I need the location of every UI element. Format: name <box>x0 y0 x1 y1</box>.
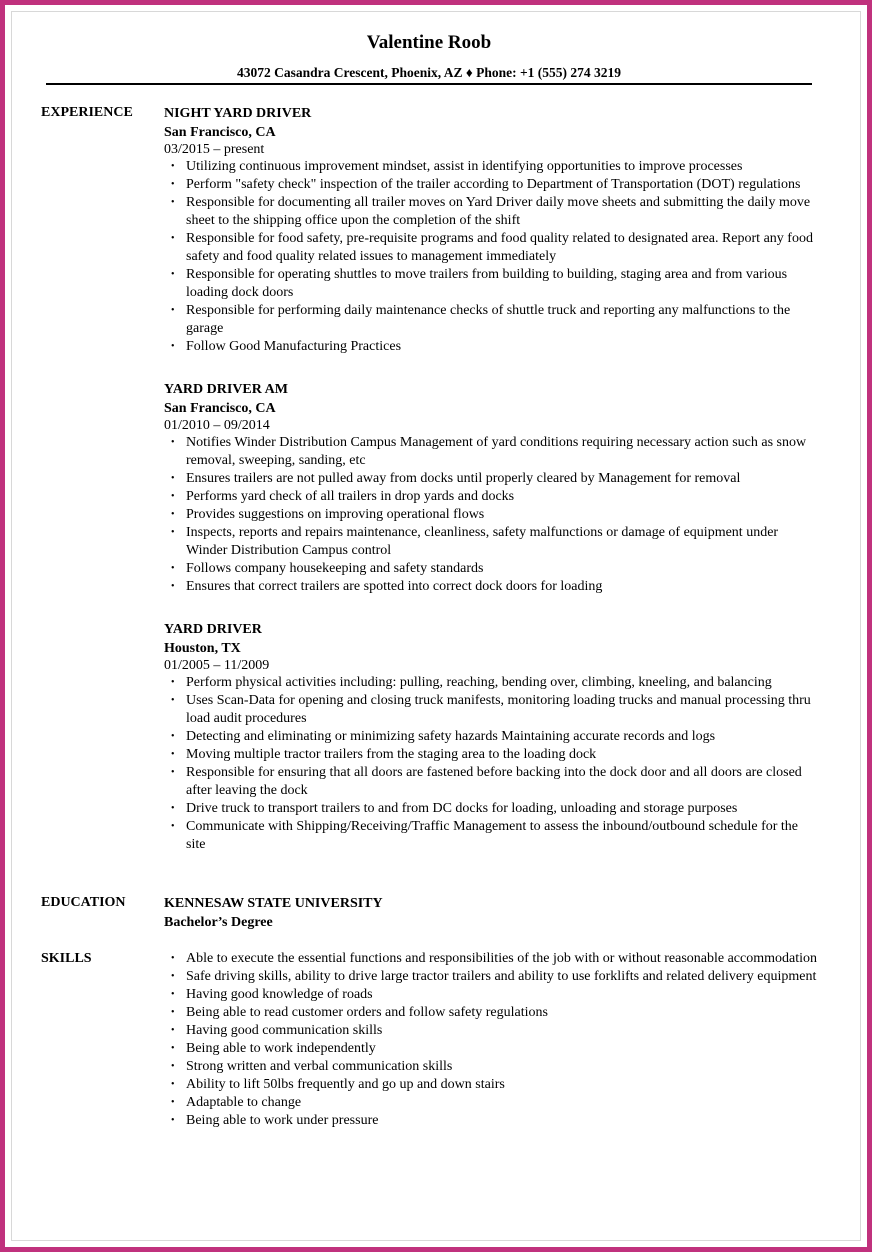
bullet-text: Responsible for ensuring that all doors are fastened before backing into the dock door and all doors are closed after leaving the dock <box>186 765 802 798</box>
bullet-icon: • <box>171 1079 175 1090</box>
bullet-text: Responsible for operating shuttles to move trailers from building to building, staging area and from various loading dock doors <box>186 267 788 300</box>
bullet-text: Ensures trailers are not pulled away from docks until properly cleared by Management for removal <box>186 471 741 486</box>
bullet-text: Being able to work under pressure <box>186 1113 379 1128</box>
bullet-item <box>164 746 820 764</box>
bullet-text: Able to execute the essential functions and responsibilities of the job with or without reasonable accommodation <box>186 951 818 966</box>
bullet-icon: • <box>171 473 175 484</box>
bullet-text: Detecting and eliminating or minimizing safety hazards Maintaining accurate records and logs <box>186 729 716 744</box>
bullet-item <box>164 302 820 338</box>
bullet-item <box>164 1004 820 1022</box>
bullet-item <box>164 230 820 266</box>
bullet-icon: • <box>171 197 175 208</box>
bullet-icon: • <box>171 491 175 502</box>
job-location: San Francisco, CA <box>164 125 276 140</box>
bullet-text: Utilizing continuous improvement mindset, assist in identifying opportunities to improve processes <box>186 159 743 174</box>
bullet-text: Responsible for performing daily maintenance checks of shuttle truck and reporting any malfunctions to the garage <box>186 303 791 336</box>
job-dates: 03/2015 – present <box>164 142 265 157</box>
bullet-icon: • <box>171 1007 175 1018</box>
job-entry <box>164 105 820 356</box>
bullet-icon: • <box>171 179 175 190</box>
bullet-item <box>164 1076 820 1094</box>
bullet-item <box>164 1094 820 1112</box>
bullet-text: Uses Scan-Data for opening and closing truck manifests, monitoring loading trucks and manual processing thru load audit procedures <box>186 693 811 726</box>
bullet-icon: • <box>171 1043 175 1054</box>
bullet-item <box>164 692 820 728</box>
bullet-item <box>164 1058 820 1076</box>
job-bullets <box>164 158 820 356</box>
job-title: NIGHT YARD DRIVER <box>164 106 312 121</box>
skills-list <box>164 950 820 1130</box>
bullet-text: Communicate with Shipping/Receiving/Traffic Management to assess the inbound/outbound schedule for the site <box>186 819 799 852</box>
bullet-text: Notifies Winder Distribution Campus Management of yard conditions requiring necessary action such as snow removal, sweeping, sanding, etc <box>186 435 807 468</box>
bullet-text: Being able to work independently <box>186 1041 376 1056</box>
bullet-icon: • <box>171 527 175 538</box>
school-name: KENNESAW STATE UNIVERSITY <box>164 896 383 911</box>
bullet-text: Performs yard check of all trailers in drop yards and docks <box>186 489 515 504</box>
bullet-icon: • <box>171 821 175 832</box>
job-bullets <box>164 674 820 854</box>
bullet-item <box>164 800 820 818</box>
job-entry <box>164 381 820 596</box>
bullet-text: Perform "safety check" inspection of the trailer according to Department of Transportation (DOT) regulations <box>186 177 801 192</box>
bullet-icon: • <box>171 161 175 172</box>
bullet-icon: • <box>171 233 175 244</box>
education-heading: EDUCATION <box>41 895 126 910</box>
bullet-icon: • <box>171 341 175 352</box>
bullet-item <box>164 764 820 800</box>
bullet-text: Adaptable to change <box>186 1095 302 1110</box>
job-title: YARD DRIVER <box>164 622 262 637</box>
bullet-item <box>164 1112 820 1130</box>
bullet-icon: • <box>171 953 175 964</box>
degree: Bachelor’s Degree <box>164 915 273 930</box>
job-title: YARD DRIVER AM <box>164 382 288 397</box>
bullet-icon: • <box>171 695 175 706</box>
bullet-text: Provides suggestions on improving operational flows <box>186 507 485 522</box>
bullet-item <box>164 176 820 194</box>
experience-heading: EXPERIENCE <box>41 105 133 120</box>
bullet-icon: • <box>171 563 175 574</box>
bullet-item <box>164 470 820 488</box>
bullet-item <box>164 1022 820 1040</box>
bullet-text: Responsible for food safety, pre-requisite programs and food quality related to designated area. Report any food safety and food quality related issues to management immediately <box>186 231 813 264</box>
bullet-item <box>164 560 820 578</box>
bullet-item <box>164 728 820 746</box>
bullet-item <box>164 434 820 470</box>
bullet-item <box>164 578 820 596</box>
candidate-name: Valentine Roob <box>366 32 492 53</box>
skills-heading: SKILLS <box>41 951 92 966</box>
bullet-icon: • <box>171 971 175 982</box>
job-location: Houston, TX <box>164 641 241 656</box>
bullet-icon: • <box>171 989 175 1000</box>
bullet-text: Ensures that correct trailers are spotted into correct dock doors for loading <box>186 579 603 594</box>
bullet-icon: • <box>171 581 175 592</box>
bullet-item <box>164 266 820 302</box>
bullet-icon: • <box>171 509 175 520</box>
bullet-text: Having good communication skills <box>186 1023 383 1038</box>
bullet-text: Follows company housekeeping and safety standards <box>186 561 484 576</box>
bullet-text: Responsible for documenting all trailer moves on Yard Driver daily move sheets and submitting the daily move sheet to the shipping office upon the completion of the shift <box>186 195 811 228</box>
bullet-text: Moving multiple tractor trailers from the staging area to the loading dock <box>186 747 597 762</box>
bullet-icon: • <box>171 437 175 448</box>
bullet-text: Having good knowledge of roads <box>186 987 373 1002</box>
header-rule <box>46 83 812 85</box>
bullet-item <box>164 506 820 524</box>
bullet-icon: • <box>171 749 175 760</box>
bullet-icon: • <box>171 767 175 778</box>
bullet-icon: • <box>171 677 175 688</box>
bullet-icon: • <box>171 731 175 742</box>
job-dates: 01/2005 – 11/2009 <box>164 658 270 673</box>
bullet-text: Safe driving skills, ability to drive large tractor trailers and ability to use forklifts and related delivery equipment <box>186 969 817 984</box>
bullet-item <box>164 338 820 356</box>
bullet-item <box>164 194 820 230</box>
bullet-text: Ability to lift 50lbs frequently and go up and down stairs <box>186 1077 505 1092</box>
experience-section <box>164 105 820 879</box>
job-dates: 01/2010 – 09/2014 <box>164 418 270 433</box>
skills-section <box>164 950 820 1130</box>
contact-line: 43072 Casandra Crescent, Phoenix, AZ ♦ Phone: +1 (555) 274 3219 <box>236 65 622 80</box>
bullet-icon: • <box>171 1025 175 1036</box>
bullet-text: Inspects, reports and repairs maintenance, cleanliness, safety malfunctions or damage of equipment under Winder Distribution Campus control <box>186 525 779 558</box>
bullet-item <box>164 968 820 986</box>
bullet-icon: • <box>171 1061 175 1072</box>
bullet-text: Drive truck to transport trailers to and from DC docks for loading, unloading and storage purposes <box>186 801 738 816</box>
bullet-icon: • <box>171 305 175 316</box>
education-section <box>164 894 820 932</box>
job-bullets <box>164 434 820 596</box>
bullet-item <box>164 950 820 968</box>
bullet-text: Follow Good Manufacturing Practices <box>186 339 402 354</box>
bullet-item <box>164 488 820 506</box>
bullet-text: Being able to read customer orders and follow safety regulations <box>186 1005 548 1020</box>
bullet-icon: • <box>171 1115 175 1126</box>
bullet-item <box>164 818 820 854</box>
bullet-item <box>164 524 820 560</box>
job-location: San Francisco, CA <box>164 401 276 416</box>
bullet-icon: • <box>171 803 175 814</box>
bullet-text: Strong written and verbal communication skills <box>186 1059 453 1074</box>
job-entry <box>164 621 820 854</box>
bullet-text: Perform physical activities including: pulling, reaching, bending over, climbing, kneeling, and balancing <box>186 675 772 690</box>
bullet-icon: • <box>171 269 175 280</box>
bullet-item <box>164 1040 820 1058</box>
bullet-item <box>164 986 820 1004</box>
bullet-icon: • <box>171 1097 175 1108</box>
bullet-item <box>164 158 820 176</box>
bullet-item <box>164 674 820 692</box>
